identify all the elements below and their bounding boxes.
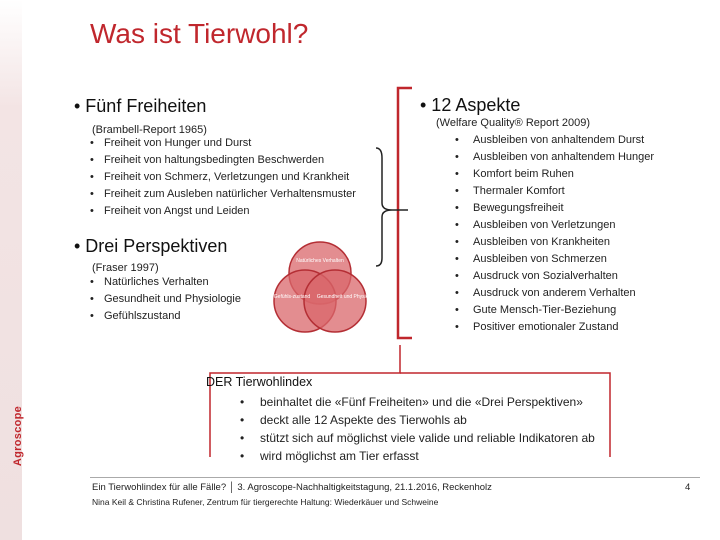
list-item: • Ausbleiben von anhaltendem Hunger	[455, 149, 654, 166]
brand-logo-text: Agroscope	[12, 405, 25, 467]
list-item: • deckt alle 12 Aspekte des Tierwohls ab	[240, 411, 595, 429]
index-title: DER Tierwohlindex	[206, 375, 313, 389]
list-item: • beinhaltet die «Fünf Freiheiten» und die «Drei Perspektiven»	[240, 393, 595, 411]
connector-bracket	[370, 148, 450, 268]
list-item: • Ausbleiben von Schmerzen	[455, 251, 654, 268]
list-item: • Natürliches Verhalten	[90, 274, 241, 291]
list-item: • Freiheit von Hunger und Durst	[90, 135, 356, 152]
three-perspectives-list	[90, 274, 241, 325]
list-item: • Ausdruck von Sozialverhalten	[455, 268, 654, 285]
page-title: Was ist Tierwohl?	[90, 18, 309, 49]
list-item: • wird möglichst am Tier erfasst	[240, 447, 595, 465]
page-number: 4	[685, 482, 691, 493]
twelve-aspects-source: (Welfare Quality® Report 2009)	[436, 117, 591, 129]
list-item: • Freiheit von Schmerz, Verletzungen und Krankheit	[90, 169, 356, 186]
list-item: • Bewegungsfreiheit	[455, 200, 654, 217]
list-item: • Ausbleiben von Krankheiten	[455, 234, 654, 251]
list-item: • Freiheit von Angst und Leiden	[90, 203, 356, 220]
list-item: • Gefühlszustand	[90, 308, 241, 325]
twelve-aspects-heading: • 12 Aspekte	[420, 95, 521, 115]
list-item: • Komfort beim Ruhen	[455, 166, 654, 183]
list-item: • Positiver emotionaler Zustand	[455, 319, 654, 336]
list-item: • Freiheit von haltungsbedingten Beschwerden	[90, 152, 356, 169]
venn-label-right: Gesundheit und Physiologie	[316, 294, 380, 300]
footer-citation: Ein Tierwohlindex für alle Fälle? │ 3. Agroscope-Nachhaltigkeitstagung, 21.1.2016, Reckenholz	[92, 482, 492, 493]
five-freedoms-list	[90, 135, 356, 220]
five-freedoms-source: (Brambell-Report 1965)	[92, 124, 207, 136]
venn-label-left: Gefühls-zustand	[273, 294, 311, 300]
list-item: • Gesundheit und Physiologie	[90, 291, 241, 308]
footer-divider	[90, 477, 700, 478]
list-item: • Ausdruck von anderem Verhalten	[455, 285, 654, 302]
footer-authors: Nina Keil & Christina Rufener, Zentrum für tiergerechte Haltung: Wiederkäuer und Schweine	[92, 497, 439, 507]
brand-sidebar	[0, 0, 25, 540]
list-item: • Gute Mensch-Tier-Beziehung	[455, 302, 654, 319]
list-item: • Freiheit zum Ausleben natürlicher Verhaltensmuster	[90, 186, 356, 203]
three-perspectives-heading: • Drei Perspektiven	[74, 236, 228, 256]
venn-diagram	[270, 238, 380, 358]
index-list	[240, 393, 595, 465]
venn-label-top: Natürliches Verhalten	[296, 258, 344, 264]
list-item: • Ausbleiben von anhaltendem Durst	[455, 132, 654, 149]
list-item: • stützt sich auf möglichst viele valide und reliable Indikatoren ab	[240, 429, 595, 447]
venn-circle-health	[304, 270, 366, 332]
twelve-aspects-list	[455, 132, 654, 336]
list-item: • Ausbleiben von Verletzungen	[455, 217, 654, 234]
five-freedoms-heading: • Fünf Freiheiten	[74, 96, 207, 116]
three-perspectives-source: (Fraser 1997)	[92, 262, 159, 274]
list-item: • Thermaler Komfort	[455, 183, 654, 200]
